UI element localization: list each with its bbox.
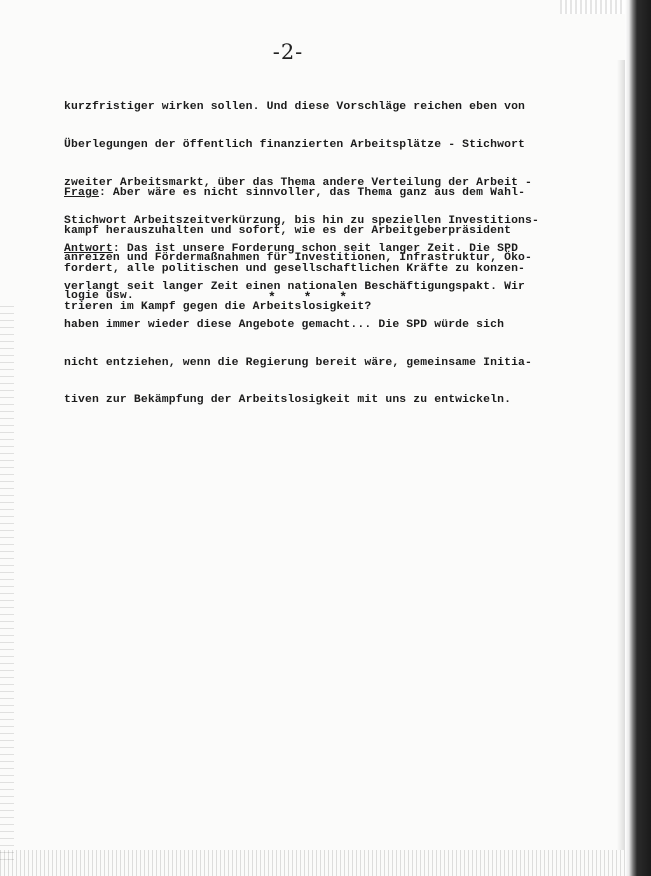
text-line: verlangt seit langer Zeit einen nationalen Beschäftigungspakt. Wir (64, 280, 526, 293)
scan-edge-top (560, 0, 630, 14)
text-line: trieren im Kampf gegen die Arbeitslosigkeit? (64, 300, 372, 313)
text-line: anreizen und Fördermaßnahmen für Investitionen, Infrastruktur, Öko- (64, 252, 533, 265)
text-line: kurzfristiger wirken sollen. Und diese Vorschläge reichen eben von (64, 101, 526, 114)
section-separator: * * * (268, 290, 348, 305)
text-line: fordert, alle politischen und gesellschaftlichen Kräfte zu konzen- (64, 262, 526, 275)
text-line: kampf herauszuhalten und sofort, wie es der Arbeitgeberpräsident (64, 224, 512, 237)
text-line-first (64, 187, 574, 200)
text-line: Überlegungen der öffentlich finanzierten Arbeitsplätze - Stichwort (64, 138, 526, 151)
scan-edge-bottom (0, 850, 651, 876)
page-number: -2- (272, 40, 304, 64)
answer-first-line: : Das ist unsere Forderung schon seit langer Zeit. Die SPD (112, 243, 519, 256)
answer-label: Antwort (64, 243, 113, 256)
text-line: nicht entziehen, wenn die Regierung bereit wäre, gemeinsame Initia- (64, 356, 533, 369)
text-line: Stichwort Arbeitszeitverkürzung, bis hin zu speziellen Investitions- (64, 214, 540, 227)
text-line: logie usw. (64, 290, 134, 303)
text-line-first (64, 243, 574, 256)
scan-edge-left (0, 300, 14, 860)
question-label: Frage (64, 187, 99, 200)
text-line: zweiter Arbeitsmarkt, über das Thema andere Verteilung der Arbeit - (64, 176, 533, 189)
scan-shadow-right (617, 60, 625, 850)
scan-edge-right (625, 0, 651, 876)
paragraph-answer (64, 218, 574, 432)
text-line: tiven zur Bekämpfung der Arbeitslosigkeit mit uns zu entwickeln. (64, 394, 512, 407)
question-first-line: : Aber wäre es nicht sinnvoller, das Thema ganz aus dem Wahl- (98, 187, 526, 200)
text-line: haben immer wieder diese Angebote gemacht... Die SPD würde sich (64, 318, 505, 331)
